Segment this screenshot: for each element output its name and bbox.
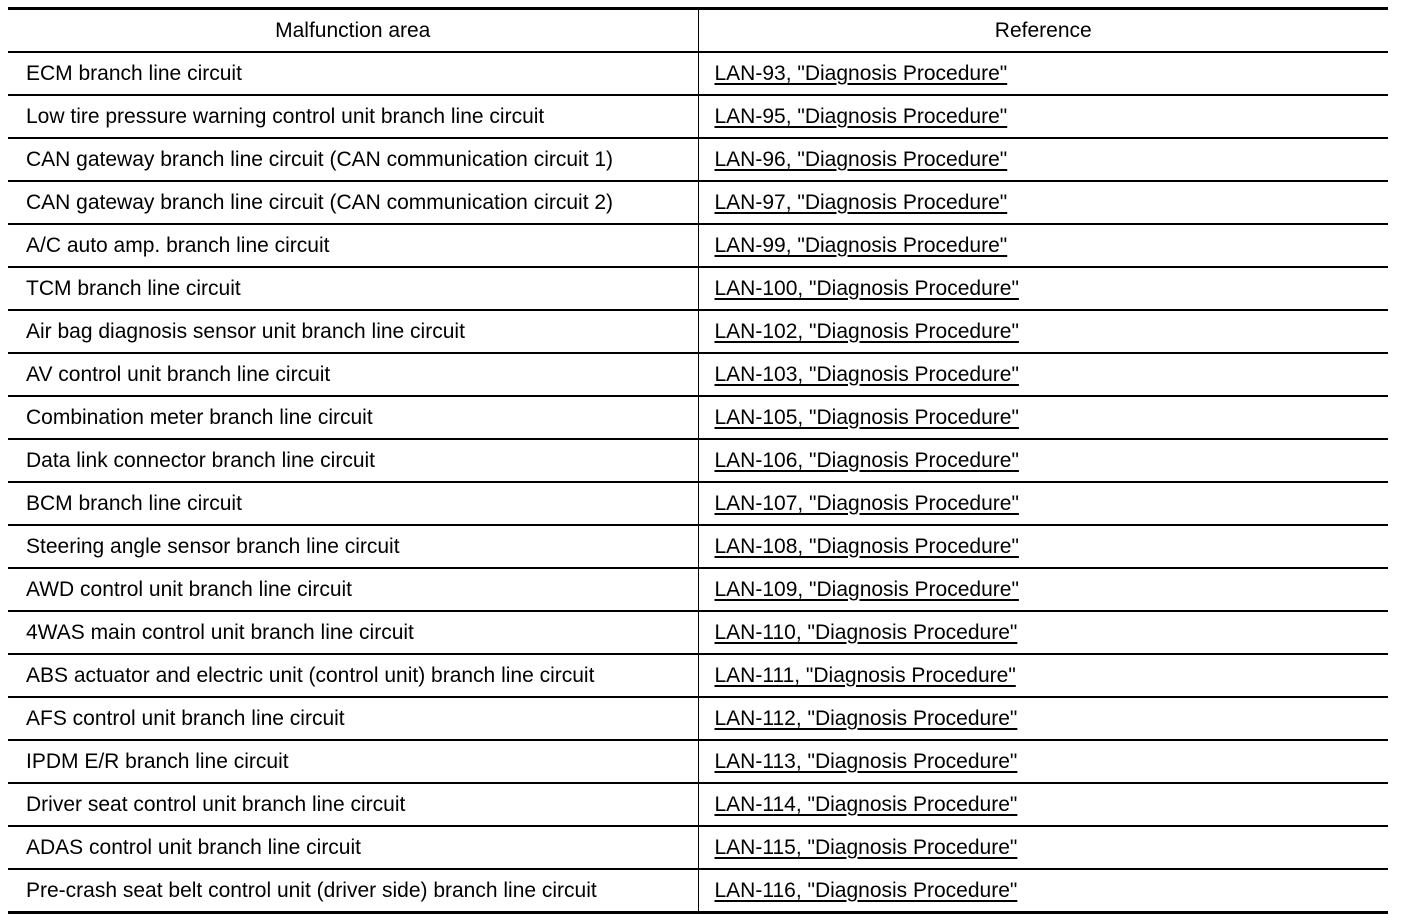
malfunction-area-cell: Combination meter branch line circuit — [8, 396, 698, 439]
table-row — [8, 439, 1388, 482]
reference-link[interactable]: LAN-114, "Diagnosis Procedure" — [714, 792, 1018, 816]
reference-cell — [698, 52, 1388, 95]
table-row — [8, 181, 1388, 224]
reference-cell — [698, 783, 1388, 826]
reference-cell — [698, 568, 1388, 611]
malfunction-area-cell: AWD control unit branch line circuit — [8, 568, 698, 611]
reference-link[interactable]: LAN-95, "Diagnosis Procedure" — [714, 104, 1008, 128]
table-header — [8, 9, 1388, 53]
reference-cell — [698, 95, 1388, 138]
malfunction-area-cell: Low tire pressure warning control unit branch line circuit — [8, 95, 698, 138]
reference-cell — [698, 869, 1388, 913]
reference-link[interactable]: LAN-102, "Diagnosis Procedure" — [714, 319, 1019, 343]
reference-cell — [698, 439, 1388, 482]
table-row — [8, 482, 1388, 525]
reference-link[interactable]: LAN-107, "Diagnosis Procedure" — [714, 491, 1019, 515]
table-row — [8, 869, 1388, 913]
table-row — [8, 697, 1388, 740]
table-row — [8, 783, 1388, 826]
malfunction-area-cell: CAN gateway branch line circuit (CAN communication circuit 1) — [8, 138, 698, 181]
table-row — [8, 95, 1388, 138]
reference-cell — [698, 482, 1388, 525]
table-row — [8, 224, 1388, 267]
reference-cell — [698, 654, 1388, 697]
malfunction-area-cell: TCM branch line circuit — [8, 267, 698, 310]
reference-link[interactable]: LAN-111, "Diagnosis Procedure" — [714, 663, 1016, 687]
reference-link[interactable]: LAN-108, "Diagnosis Procedure" — [714, 534, 1019, 558]
reference-cell — [698, 181, 1388, 224]
reference-cell — [698, 740, 1388, 783]
diagnosis-table-container — [8, 7, 1388, 914]
table-row — [8, 740, 1388, 783]
reference-link[interactable]: LAN-105, "Diagnosis Procedure" — [714, 405, 1019, 429]
reference-link[interactable]: LAN-112, "Diagnosis Procedure" — [714, 706, 1018, 730]
reference-cell — [698, 826, 1388, 869]
reference-link[interactable]: LAN-115, "Diagnosis Procedure" — [714, 835, 1018, 859]
malfunction-area-cell: IPDM E/R branch line circuit — [8, 740, 698, 783]
table-row — [8, 525, 1388, 568]
table-row — [8, 353, 1388, 396]
table-row — [8, 267, 1388, 310]
reference-cell — [698, 396, 1388, 439]
table-row — [8, 138, 1388, 181]
malfunction-area-cell: ABS actuator and electric unit (control unit) branch line circuit — [8, 654, 698, 697]
malfunction-area-cell: AV control unit branch line circuit — [8, 353, 698, 396]
reference-link[interactable]: LAN-116, "Diagnosis Procedure" — [714, 878, 1018, 902]
table-row — [8, 568, 1388, 611]
reference-cell — [698, 353, 1388, 396]
table-row — [8, 52, 1388, 95]
malfunction-area-cell: Pre-crash seat belt control unit (driver side) branch line circuit — [26, 878, 597, 902]
reference-link[interactable]: LAN-113, "Diagnosis Procedure" — [714, 749, 1018, 773]
header-malfunction-area: Malfunction area — [8, 9, 698, 53]
reference-cell — [698, 138, 1388, 181]
reference-link[interactable]: LAN-106, "Diagnosis Procedure" — [714, 448, 1019, 472]
reference-cell — [698, 267, 1388, 310]
table-row — [8, 654, 1388, 697]
malfunction-area-cell: Steering angle sensor branch line circuit — [8, 525, 698, 568]
malfunction-area-cell: Driver seat control unit branch line circuit — [8, 783, 698, 826]
reference-link[interactable]: LAN-93, "Diagnosis Procedure" — [714, 61, 1008, 85]
reference-link[interactable]: LAN-99, "Diagnosis Procedure" — [714, 233, 1008, 257]
reference-cell — [698, 697, 1388, 740]
table-row — [8, 396, 1388, 439]
reference-link[interactable]: LAN-109, "Diagnosis Procedure" — [714, 577, 1019, 601]
malfunction-reference-table — [8, 7, 1388, 914]
malfunction-area-cell: AFS control unit branch line circuit — [8, 697, 698, 740]
reference-link[interactable]: LAN-97, "Diagnosis Procedure" — [714, 190, 1008, 214]
header-row — [8, 9, 1388, 53]
reference-link[interactable]: LAN-103, "Diagnosis Procedure" — [714, 362, 1019, 386]
table-row — [8, 310, 1388, 353]
table-row — [8, 826, 1388, 869]
malfunction-area-cell: BCM branch line circuit — [8, 482, 698, 525]
reference-cell — [698, 310, 1388, 353]
malfunction-area-cell: Air bag diagnosis sensor unit branch line circuit — [8, 310, 698, 353]
malfunction-area-cell: 4WAS main control unit branch line circuit — [8, 611, 698, 654]
reference-cell — [698, 224, 1388, 267]
reference-cell — [698, 525, 1388, 568]
table-row — [8, 611, 1388, 654]
malfunction-area-cell: ECM branch line circuit — [8, 52, 698, 95]
reference-cell — [698, 611, 1388, 654]
reference-link[interactable]: LAN-96, "Diagnosis Procedure" — [714, 147, 1008, 171]
reference-link[interactable]: LAN-110, "Diagnosis Procedure" — [714, 620, 1018, 644]
table-body — [8, 52, 1388, 913]
malfunction-area-cell: A/C auto amp. branch line circuit — [8, 224, 698, 267]
reference-link[interactable]: LAN-100, "Diagnosis Procedure" — [714, 276, 1019, 300]
malfunction-area-cell: Data link connector branch line circuit — [8, 439, 698, 482]
malfunction-area-cell: ADAS control unit branch line circuit — [8, 826, 698, 869]
header-reference: Reference — [698, 9, 1388, 53]
malfunction-area-cell: CAN gateway branch line circuit (CAN communication circuit 2) — [8, 181, 698, 224]
